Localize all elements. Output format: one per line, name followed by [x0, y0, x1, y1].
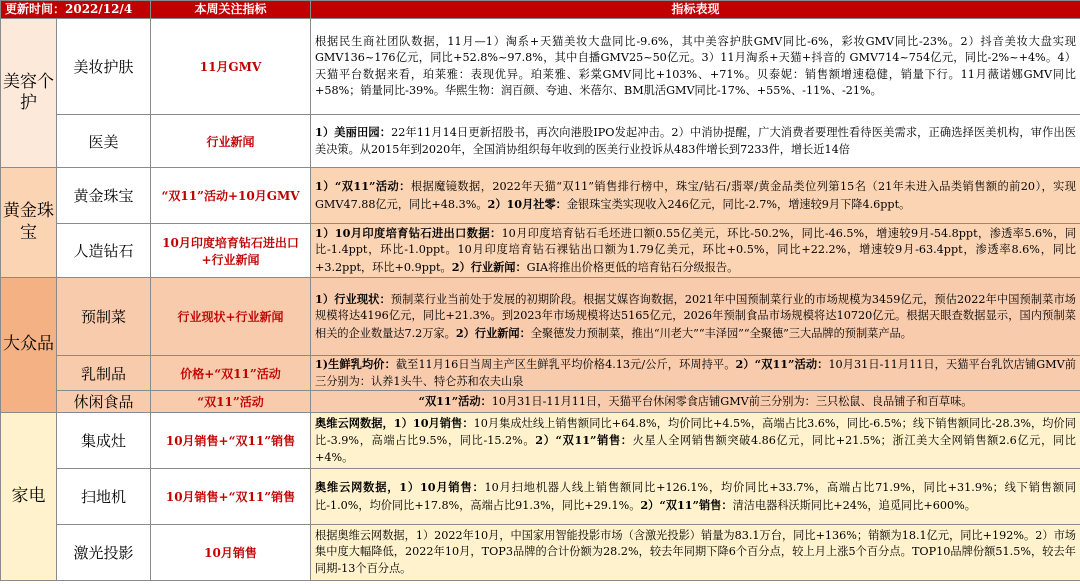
focus-cell: “双11”活动+10月GMV [151, 168, 311, 224]
performance-lead-2: 2）行业新闻： [451, 259, 527, 274]
table-row [1, 391, 1080, 413]
category-cell: 美容个护 [1, 19, 57, 168]
focus-cell: 10月销售 [151, 525, 311, 581]
performance-lead-2: 2）10月社零： [487, 196, 567, 211]
item-cell: 黄金珠宝 [57, 168, 151, 224]
category-cell: 大众品 [1, 278, 57, 413]
update-time-header: 更新时间：2022/12/4 [1, 1, 151, 19]
item-cell: 激光投影 [57, 525, 151, 581]
performance-cell [311, 525, 1080, 581]
performance-text-2: GIA将推出价格更低的培育钻石分级报告。 [526, 260, 739, 274]
category-cell: 家电 [1, 413, 57, 581]
performance-lead-2: 2）行业新闻： [455, 325, 531, 340]
performance-text: 截至11月16日当周主产区生鲜乳平均价格4.13元/公斤，环周持平。 [395, 358, 736, 372]
performance-text-2: 清洁电器科沃斯同比+24%，追觅同比+600%。 [732, 498, 976, 512]
focus-cell: 11月GMV [151, 19, 311, 115]
table-row [1, 413, 1080, 469]
performance-text: 10月31日-11月11日，天猫平台休闲零食店铺GMV前三分别为：三只松鼠、良品铺子和百草味。 [491, 394, 973, 408]
table-row [1, 168, 1080, 224]
focus-cell: 价格+“双11”活动 [151, 356, 311, 391]
performance-lead-2: 2）“双11”活动： [735, 357, 829, 372]
focus-cell: 行业新闻 [151, 115, 311, 168]
performance-text-2: 金银珠宝类实现收入246亿元，同比-2.7%，增速较9月下降4.6ppt。 [566, 197, 911, 211]
category-cell: 黄金珠宝 [1, 168, 57, 278]
performance-lead: 1）10月印度培育钻石进出口数据： [315, 226, 502, 241]
table-header-row [1, 1, 1080, 19]
item-cell: 人造钻石 [57, 224, 151, 278]
focus-indicator-header: 本周关注指标 [151, 1, 311, 19]
performance-cell [311, 413, 1080, 469]
item-cell: 医美 [57, 115, 151, 168]
performance-text: 10月印度培育钻石毛坯进口额0.55亿美元，环比-50.2%，同比-46.5%，增速较9月-54.8ppt，渗透率5.6%，同比-1.4ppt，环比-1.0ppt。10月印度培育钻石裸钻出口额为1.79亿美元，环比+0.5%，同比+22.2%，增速较9月-63.4ppt，渗透率8.6%，同比+3.2ppt，环比+0.9ppt。 [315, 227, 1077, 274]
focus-cell: “双11”活动 [151, 391, 311, 413]
item-cell: 预制菜 [57, 278, 151, 356]
performance-text: 预制菜行业当前处于发展的初期阶段。根据艾媒咨询数据，2021年中国预制菜行业的市场规模为3459亿元，预估2022年中国预制菜市场规模将达4196亿元，同比+21.3%。到2023年市场规模将达5165亿元，2026年预制食品市场规模将达10720亿元。根据天眼查数据显示，国内预制菜相关的企业数量达7.2万家。 [315, 293, 1076, 340]
performance-text: 根据民生商社团队数据，11月—1）淘系+天猫美妆大盘同比-9.6%，其中美容护肤GMV同比-6%，彩妆GMV同比-23%。2）抖音美妆大盘实现GMV136~176亿元，同比+52.8%~97.8%，其中自播GMV25~50亿元。3）11月淘系+天猫+抖音的 GMV714~754亿元，同比-2%~+4%。4）天猫平台数据来看，珀莱雅：表现优异。珀莱雅、彩棠GMV同比+103%、+71%。贝泰妮：销售额增速稳健，销量下行。11月薇诺娜GMV同比+58%；销量同比-39%。华熙生物：润百颜、夸迪、米蓓尔、BM肌活GMV同比-17%、+55%、-11%、-21%。 [315, 34, 1076, 97]
performance-cell [311, 224, 1080, 278]
performance-text-2: 全聚德发力预制菜，推出“川老大”“丰泽园”“全聚德”三大品牌的预制菜产品。 [530, 326, 912, 340]
performance-lead-2: 2）“双11”销售： [640, 497, 733, 512]
performance-cell [311, 19, 1080, 115]
focus-cell: 10月销售+“双11”销售 [151, 413, 311, 469]
focus-cell: 10月销售+“双11”销售 [151, 469, 311, 525]
table-row [1, 19, 1080, 115]
performance-text-2: 火星人全网销售额突破4.86亿元，同比+21.5%；浙江美大全网销售额2.6亿元，同比+4%。 [315, 434, 1076, 464]
indicator-performance-header: 指标表现 [311, 1, 1080, 19]
item-cell: 乳制品 [57, 356, 151, 391]
table-row [1, 278, 1080, 356]
performance-text: 根据魔镜数据，2022年天猫“双11”销售排行榜中，珠宝/钻石/翡翠/黄金品类位列第15名（21年未进入品类销售额的前20），实现GMV47.88亿元，同比+48.3%。 [315, 180, 1076, 211]
item-cell: 扫地机 [57, 469, 151, 525]
item-cell: 美妆护肤 [57, 19, 151, 115]
performance-text: 10月扫地机器人线上销售额同比+126.1%，均价同比+33.7%，高端占比71.9%，同比+31.9%；线下销售额同比-1.0%，均价同比+17.8%，高端占比91.3%，同比+29.1%。 [315, 481, 1077, 512]
performance-cell [311, 168, 1080, 224]
performance-text: 22年11月14日更新招股书，再次向港股IPO发起冲击。2）中消协提醒，广大消费者要理性看待医美需求，正确选择医美机构，审作出医美决策。从2015年到2020年，全国消协组织每年收到的医美行业投诉从483件增长到7233件，增长近14倍 [315, 126, 1076, 156]
performance-lead: 1）行业现状： [315, 292, 391, 307]
item-cell: 休闲食品 [57, 391, 151, 413]
performance-lead: 奥维云网数据，1）10月销售： [315, 480, 485, 495]
performance-text: 10月集成灶线上销售额同比+64.8%，均价同比+4.5%，高端占比3.6%，同比-6.5%；线下销售额同比-28.3%，均价同比-3.9%，高端占比9.5%，同比-15.2%。 [315, 417, 1076, 448]
table-row [1, 115, 1080, 168]
performance-text: 根据奥维云网数据，1）2022年10月，中国家用智能投影市场（含激光投影）销量为83.1万台，同比+136%；销额为18.1亿元，同比+192%。2）市场集中度大幅降低，2022年10月，TOP3品牌的合计份额为28.2%，较去年同期下降6个百分点，较上月上涨5个百分点。TOP10品牌份额51.5%，较去年同期-13个百分点。 [315, 529, 1076, 575]
performance-cell [311, 278, 1080, 356]
table-row [1, 356, 1080, 391]
performance-lead-2: 2）“双11”销售： [535, 433, 633, 448]
table-row [1, 469, 1080, 525]
table-row [1, 224, 1080, 278]
performance-text-2: 10月31日-11月11日，天猫平台乳饮店铺GMV前三分别为：认养1头牛、特仑苏和农夫山泉 [315, 358, 1076, 388]
performance-cell [311, 391, 1080, 413]
performance-cell [311, 115, 1080, 168]
performance-lead: 1)生鲜乳均价： [315, 357, 396, 372]
table-row [1, 525, 1080, 581]
focus-cell: 行业现状+行业新闻 [151, 278, 311, 356]
performance-cell [311, 356, 1080, 391]
performance-cell [311, 469, 1080, 525]
item-cell: 集成灶 [57, 413, 151, 469]
focus-cell: 10月印度培育钻石进出口+行业新闻 [151, 224, 311, 278]
performance-lead: 奥维云网数据，1）10月销售： [315, 416, 474, 431]
performance-lead: 1）美丽田园： [315, 125, 392, 140]
performance-lead: 1）“双11”活动： [315, 179, 411, 194]
performance-lead: “双11”活动： [418, 393, 492, 408]
